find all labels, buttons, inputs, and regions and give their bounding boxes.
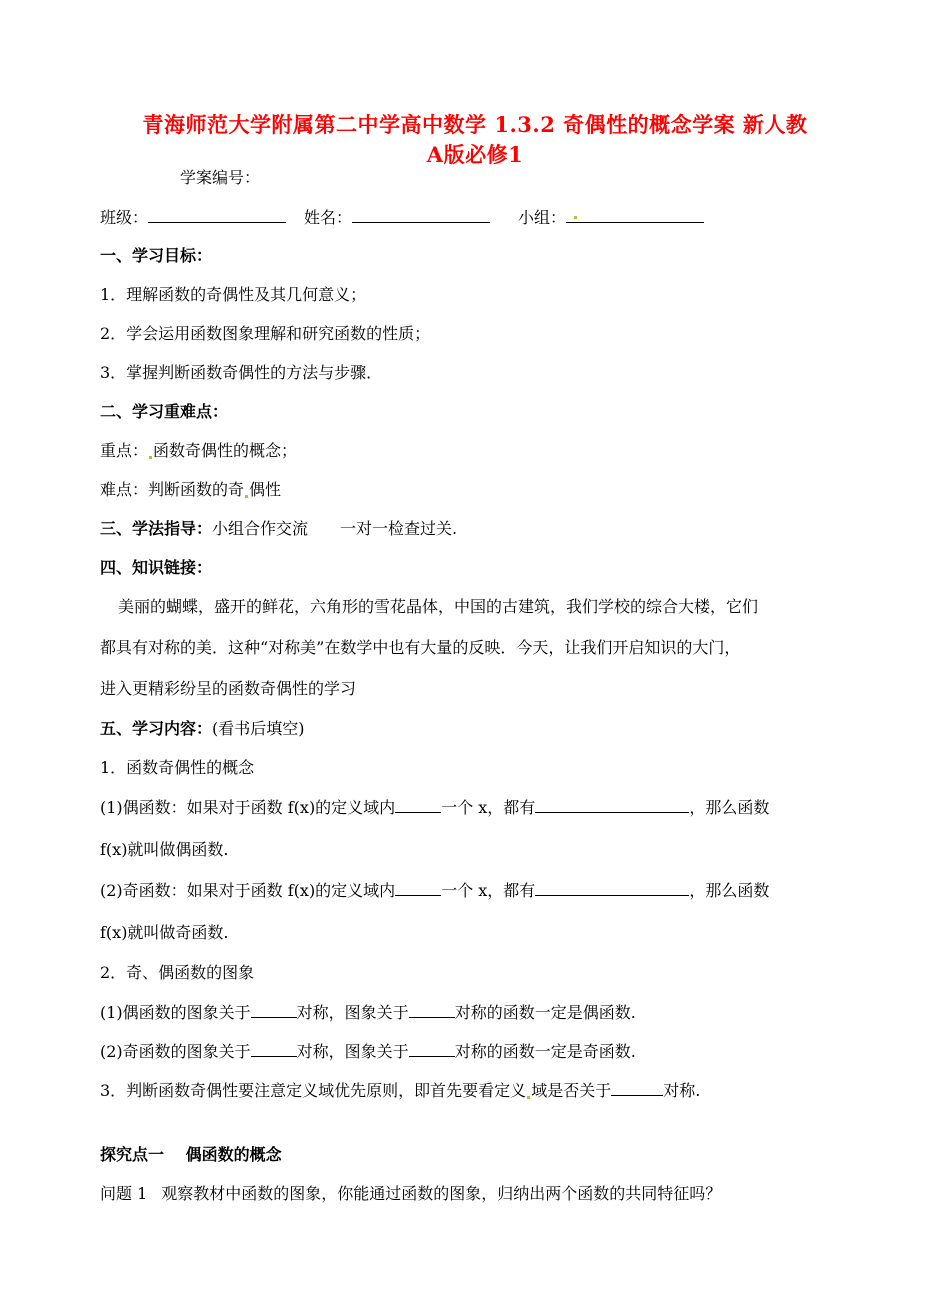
odd-graph-part-b: 对称，图象关于 <box>296 1042 409 1061</box>
section3-row <box>100 519 457 539</box>
odd-graph-part-c: 对称的函数一定是奇函数. <box>454 1042 636 1061</box>
even-def-part-a: (1)偶函数：如果对于函数 f(x)的定义域内 <box>100 798 396 817</box>
item3 <box>100 1080 700 1101</box>
odd-blank-2[interactable] <box>535 880 689 896</box>
difficult-point-label: 难点： <box>100 480 149 499</box>
section1-heading: 一、学习目标： <box>100 246 213 265</box>
item2-title: 2．奇、偶函数的图象 <box>100 963 255 982</box>
even-graph-blank-2[interactable] <box>409 1002 455 1018</box>
even-graph-blank-1[interactable] <box>251 1002 297 1018</box>
green-mark <box>574 216 577 219</box>
difficult-point <box>100 480 281 500</box>
question-1-text: 观察教材中函数的图象，你能通过函数的图象，归纳出两个函数的共同特征吗？ <box>161 1184 722 1203</box>
even-graph-part-b: 对称，图象关于 <box>296 1003 409 1022</box>
section5-heading: 五、学习内容： <box>100 719 213 738</box>
odd-def-part-c: ，那么函数 <box>689 881 770 900</box>
item3-part-a: 3．判断函数奇偶性要注意定义域优先原则，即首先要看定义 <box>100 1081 527 1100</box>
odd-definition <box>100 880 769 901</box>
question-1 <box>100 1184 721 1204</box>
even-def-part-b: 一个 x，都有 <box>441 798 536 817</box>
item3-part-b: 域是否关于 <box>531 1081 612 1100</box>
objective-3: 3．掌握判断函数奇偶性的方法与步骤． <box>100 363 383 382</box>
objective-1: 1．理解函数的奇偶性及其几何意义； <box>100 285 367 304</box>
section5-note: (看书后填空) <box>212 719 305 738</box>
section3-heading: 三、学法指导： <box>100 519 213 538</box>
key-point-text: 函数奇偶性的概念； <box>153 441 298 460</box>
item3-blank[interactable] <box>611 1080 663 1096</box>
item1-title: 1．函数奇偶性的概念 <box>100 758 255 777</box>
green-mark <box>527 1096 530 1099</box>
class-label: 班级： <box>100 208 149 227</box>
odd-def-part-b: 一个 x，都有 <box>441 881 536 900</box>
green-mark <box>149 456 152 459</box>
key-point <box>100 441 297 461</box>
group-label: 小组： <box>518 208 567 227</box>
key-point-label: 重点： <box>100 441 149 460</box>
green-mark <box>245 495 248 498</box>
explore-heading: 探究点一 偶函数的概念 <box>100 1145 282 1164</box>
class-blank[interactable] <box>148 207 286 223</box>
difficult-point-text-a: 判断函数的奇 <box>148 480 245 499</box>
section3-text: 小组合作交流 一对一检查过关. <box>212 519 458 538</box>
section4-heading: 四、知识链接： <box>100 558 213 577</box>
title-line-2: A版必修1 <box>426 142 524 167</box>
title-line-1: 青海师范大学附属第二中学高中数学 1.3.2 奇偶性的概念学案 新人教 <box>142 112 808 137</box>
even-graph-part-a: (1)偶函数的图象关于 <box>100 1003 251 1022</box>
odd-graph-blank-1[interactable] <box>251 1041 297 1057</box>
odd-graph <box>100 1041 636 1062</box>
odd-graph-blank-2[interactable] <box>409 1041 455 1057</box>
item3-part-c: 对称. <box>663 1081 701 1100</box>
header-fields-row <box>100 207 704 228</box>
name-blank[interactable] <box>352 207 490 223</box>
odd-definition-cont: f(x)就叫做奇函数. <box>100 923 229 942</box>
document-title <box>60 110 890 170</box>
link-paragraph-line-3: 进入更精彩纷呈的函数奇偶性的学习 <box>100 679 357 698</box>
question-1-label: 问题 1 <box>100 1184 148 1203</box>
even-definition-cont: f(x)就叫做偶函数. <box>100 840 229 859</box>
even-blank-1[interactable] <box>395 797 441 813</box>
even-blank-2[interactable] <box>535 797 689 813</box>
even-def-part-c: ，那么函数 <box>689 798 770 817</box>
link-paragraph-line-1: 美丽的蝴蝶，盛开的鲜花，六角形的雪花晶体，中国的古建筑，我们学校的综合大楼，它们 <box>118 597 759 616</box>
even-graph-part-c: 对称的函数一定是偶函数. <box>454 1003 636 1022</box>
objective-2: 2．学会运用函数图象理解和研究函数的性质； <box>100 324 431 343</box>
odd-def-part-a: (2)奇函数：如果对于函数 f(x)的定义域内 <box>100 881 396 900</box>
case-number-label: 学案编号： <box>180 168 261 187</box>
section2-heading: 二、学习重难点： <box>100 402 229 421</box>
odd-blank-1[interactable] <box>395 880 441 896</box>
difficult-point-text-b: 偶性 <box>249 480 282 499</box>
even-graph <box>100 1002 636 1023</box>
group-blank[interactable] <box>566 207 704 223</box>
even-definition <box>100 797 769 818</box>
name-label: 姓名： <box>304 208 353 227</box>
link-paragraph-line-2: 都具有对称的美．这种“对称美”在数学中也有大量的反映．今天，让我们开启知识的大门， <box>100 638 741 657</box>
odd-graph-part-a: (2)奇函数的图象关于 <box>100 1042 251 1061</box>
section5-row <box>100 719 305 739</box>
